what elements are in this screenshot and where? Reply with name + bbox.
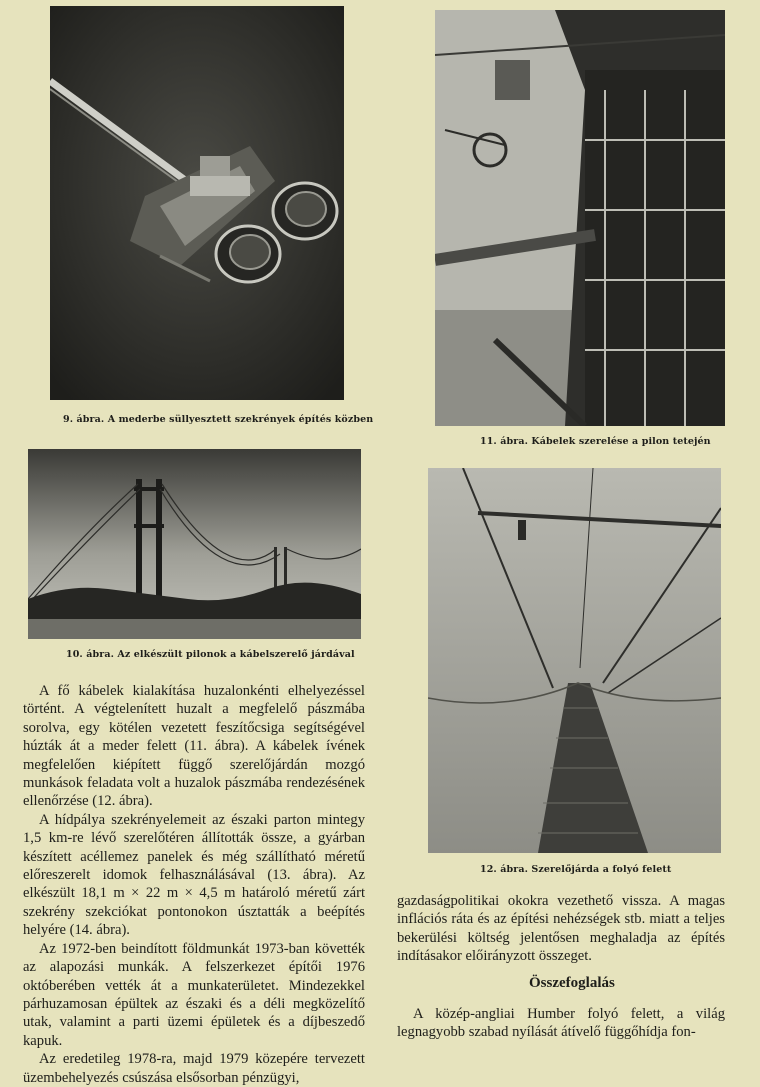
paragraph: A közép-angliai Humber folyó felett, a világ legnagyobb szabad nyílását átívelő függőhídja fon- [397,1006,725,1041]
right-text-column-end [397,1005,725,1042]
figure-12-caption: 12. ábra. Szerelőjárda a folyó felett [480,864,672,875]
figure-10-caption: 10. ábra. Az elkészült pilonok a kábelszerelő járdával [66,649,355,660]
figure-9-caption: 9. ábra. A mederbe süllyesztett szekrények építés közben [63,414,374,425]
figure-9-photo [50,6,344,400]
paragraph: gazdaságpolitikai okokra vezethető vissza. A magas inflációs ráta és az építési nehézségek stb. miatt a teljes bekerülési költség jelentősen meghaladja az építés indításakor előirányzott összeget. [397,893,725,965]
figure-11-caption: 11. ábra. Kábelek szerelése a pilon tetején [480,436,711,447]
figure-10-photo [28,449,361,639]
figure-12-photo [428,468,721,853]
right-text-column [397,892,725,966]
paragraph: A fő kábelek kialakítása huzalonkénti elhelyezéssel történt. A végtelenített huzalt a megfelelő pászmába sorolva, egy kötélen vezetett feszítőcsiga segítségével húzták át a meder felett (11. ábra). A kábelek ívének megfelelően kiépített függő szerelőjárdán mozgó munkások feladata volt a huzalok pászmába rendezésének ellenőrzése (12. ábra). [23,683,365,810]
left-text-column [23,682,365,1087]
paragraph: Az eredetileg 1978-ra, majd 1979 közepére tervezett üzembehelyezés csúszása elsősorban pénzügyi, [23,1051,365,1086]
figure-11-photo [435,10,725,426]
paragraph: A hídpálya szekrényelemeit az északi parton mintegy 1,5 km-re lévő szerelőtéren állították össze, a gyárban készített acéllemez panelek és még szállítható méretű előreszerelt idomok felhasználásával (13. ábra). Az elkészült 18,1 m × 22 m × 4,5 m határoló méretű zárt szekrény szekciókat pontonokon úsztatták a beépítés helyére (14. ábra). [23,811,365,939]
section-heading: Összefoglalás [529,975,615,991]
paragraph: Az 1972-ben beindított földmunkát 1973-ban követték az alapozási munkák. A felszerkezet építői 1976 októberében vették át a munkaterületet. Mindezekkel párhuzamosan épültek az északi és a déli megközelítő utak, valamint a parti üzemi épületek és a díjbeszedő kapuk. [23,940,365,1049]
